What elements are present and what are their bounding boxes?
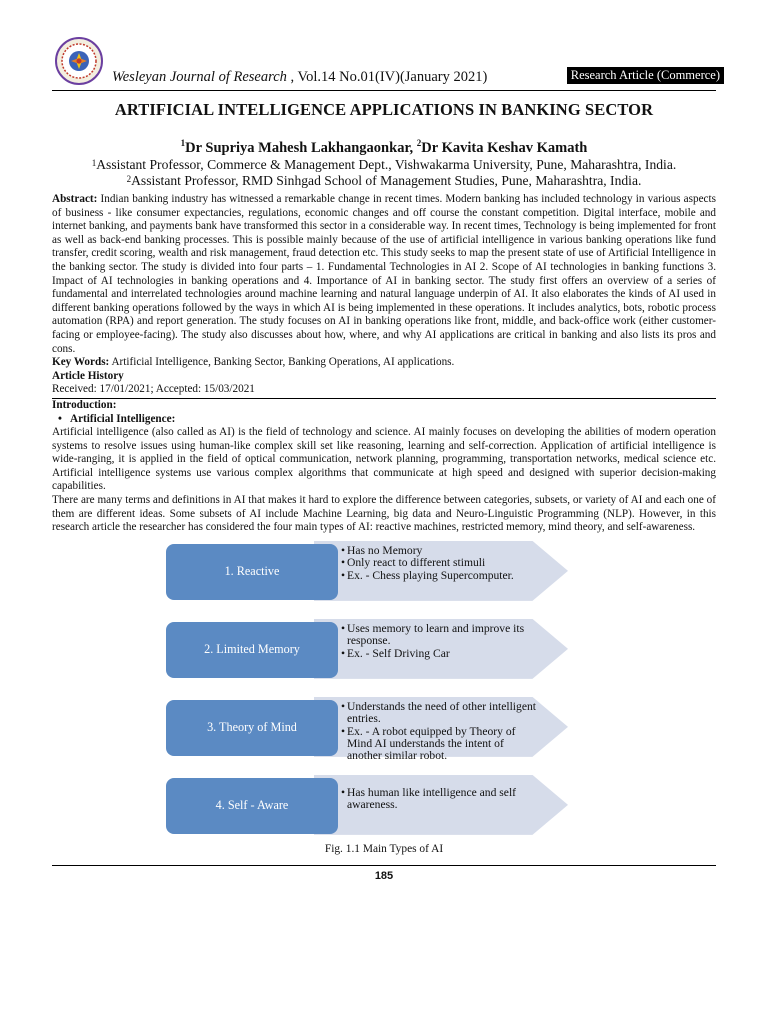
author-2-sup: 2: [416, 138, 422, 148]
paper-title: ARTIFICIAL INTELLIGENCE APPLICATIONS IN BANKING SECTOR: [114, 100, 654, 119]
header-rule: [52, 90, 716, 91]
figure-caption: Fig. 1.1 Main Types of AI: [324, 842, 444, 855]
affiliation-2-text: Assistant Professor, RMD Sinhgad School of Management Studies, Pune, Maharashtra, India.: [131, 173, 642, 188]
abstract: [52, 193, 716, 356]
ai-type-point: • Has no Memory: [341, 545, 541, 557]
author-1-sup: 1: [180, 138, 186, 148]
author-1-name: Dr Supriya Mahesh Lakhangaonkar,: [185, 140, 417, 156]
ai-type-point: • Understands the need of other intelligent entries.: [341, 701, 541, 726]
ai-type-points: [341, 701, 541, 763]
figure-row: [166, 697, 574, 763]
article-type-badge: Research Article (Commerce): [567, 67, 724, 84]
journal-name: Wesleyan Journal of Research: [112, 69, 287, 85]
ai-types-figure: [52, 539, 716, 853]
authors-line: [52, 140, 716, 157]
ai-type-point: • Ex. - Chess playing Supercomputer.: [341, 570, 541, 582]
ai-type-point: • Uses memory to learn and improve its response.: [341, 623, 541, 648]
ai-type-box: 3. Theory of Mind: [166, 700, 338, 756]
ai-type-point: • Only react to different stimuli: [341, 557, 541, 569]
subsection-bullet: [52, 413, 716, 427]
figure-row: [166, 541, 574, 601]
ai-type-points: [341, 623, 541, 660]
ai-type-point: • Ex. - Self Driving Car: [341, 648, 541, 660]
keywords-label: Key Words:: [52, 356, 110, 369]
ai-type-points: [341, 545, 541, 582]
page-number: 185: [374, 869, 394, 882]
abstract-label: Abstract:: [52, 193, 98, 205]
affiliation-2-sup: 2: [126, 174, 132, 184]
journal-citation: [112, 69, 487, 86]
article-history-label: Article History: [52, 369, 124, 382]
ai-type-box: 4. Self - Aware: [166, 778, 338, 834]
intro-paragraph-2: There are many terms and definitions in AI that makes it hard to explore the difference between categories, subsets, or variety of AI and each one of them are different ideas. Some subsets of AI include Machine Learning, big data and Neuro-Linguistic Programming (NLP). However, in this research article the researcher has considered the four main types of AI: reactive machines, restricted memory, mind theory, and self-awareness.: [52, 494, 716, 534]
figure-row: [166, 619, 574, 679]
author-2-name: Dr Kavita Keshav Kamath: [421, 140, 588, 156]
subsection-heading: Artificial Intelligence:: [70, 412, 176, 425]
article-history-dates: Received: 17/01/2021; Accepted: 15/03/2021: [52, 383, 255, 396]
bullet-dot-icon: •: [58, 412, 62, 425]
ai-type-box: 2. Limited Memory: [166, 622, 338, 678]
journal-issue: , Vol.14 No.01(IV)(January 2021): [286, 69, 488, 85]
introduction-heading: Introduction:: [52, 398, 117, 411]
keywords: [52, 356, 716, 370]
ai-type-point: • Ex. - A robot equipped by Theory of Mind AI understands the intent of another similar robot.: [341, 726, 541, 763]
paper-page: [52, 36, 720, 882]
affiliation-1-sup: 1: [91, 158, 97, 168]
affiliation-2: [52, 173, 716, 189]
abstract-text: Indian banking industry has witnessed a remarkable change in recent times. Modern banking has included technology in various aspects of business - like consumer expectancies, regulations, economic changes and off course the constant competition. Digital interface, mobile and internet banking, and payments bank have transformed this sector in a considerable way. In recent times, Technology is being implemented for front as well as back-end banking processes. This is possible mainly because of the use of artificial intelligence in various banking operations like fund transfer, credit scoring, wealth and risk management, fraud detection etc. This study seeks to map the present state of use of Artificial Intelligence in the banking sector. The study is divided into four parts – 1. Fundamental Technologies in AI 2. Scope of AI technologies in banking functions 3. Impact of AI technologies in banking operations and 4. Importance of AI in banking sector. The study first offers an overview of a series of fundamental and interrelated technologies around machine learning and natural language underpin of AI. It also elaborates the kinds of AI used in different banking operations followed by the ways in which AI is being implemented in these operations. It includes analytics, bots, robotic process automation (RPA) and report generation. The study focuses on AI in banking operations like front, middle, and back-office work (either customer-facing or employee-facing). The study also discusses about how, where, and why AI applications are critical in banking and also lists its pros and cons.: [52, 193, 716, 355]
affiliation-1: [52, 157, 716, 173]
keywords-text: Artificial Intelligence, Banking Sector, Banking Operations, AI applications.: [109, 356, 455, 369]
journal-header: [52, 36, 720, 92]
ai-type-box: 1. Reactive: [166, 544, 338, 600]
footer-rule: [52, 865, 716, 866]
intro-paragraph-1: Artificial intelligence (also called as AI) is the field of technology and science. AI mainly focuses on developing the abilities of modern operation systems to resolve issues using human-like complex skill set like reasoning, learning and self-correction. Application of artificial intelligence is wide-ranging, it is applied in the field of optical communication, network planning, programming, transportation networks, medical science etc. Artificial intelligence systems use various complex algorithms that communicate at high speed and designed with superior decision-making capabilities.: [52, 426, 716, 493]
ai-type-points: [341, 787, 541, 812]
ai-type-point: • Has human like intelligence and self awareness.: [341, 787, 541, 812]
affiliation-1-text: Assistant Professor, Commerce & Management Dept., Vishwakarma University, Pune, Maharashtra, India.: [96, 157, 677, 172]
figure-row: [166, 775, 574, 835]
university-seal-icon: [54, 36, 104, 86]
